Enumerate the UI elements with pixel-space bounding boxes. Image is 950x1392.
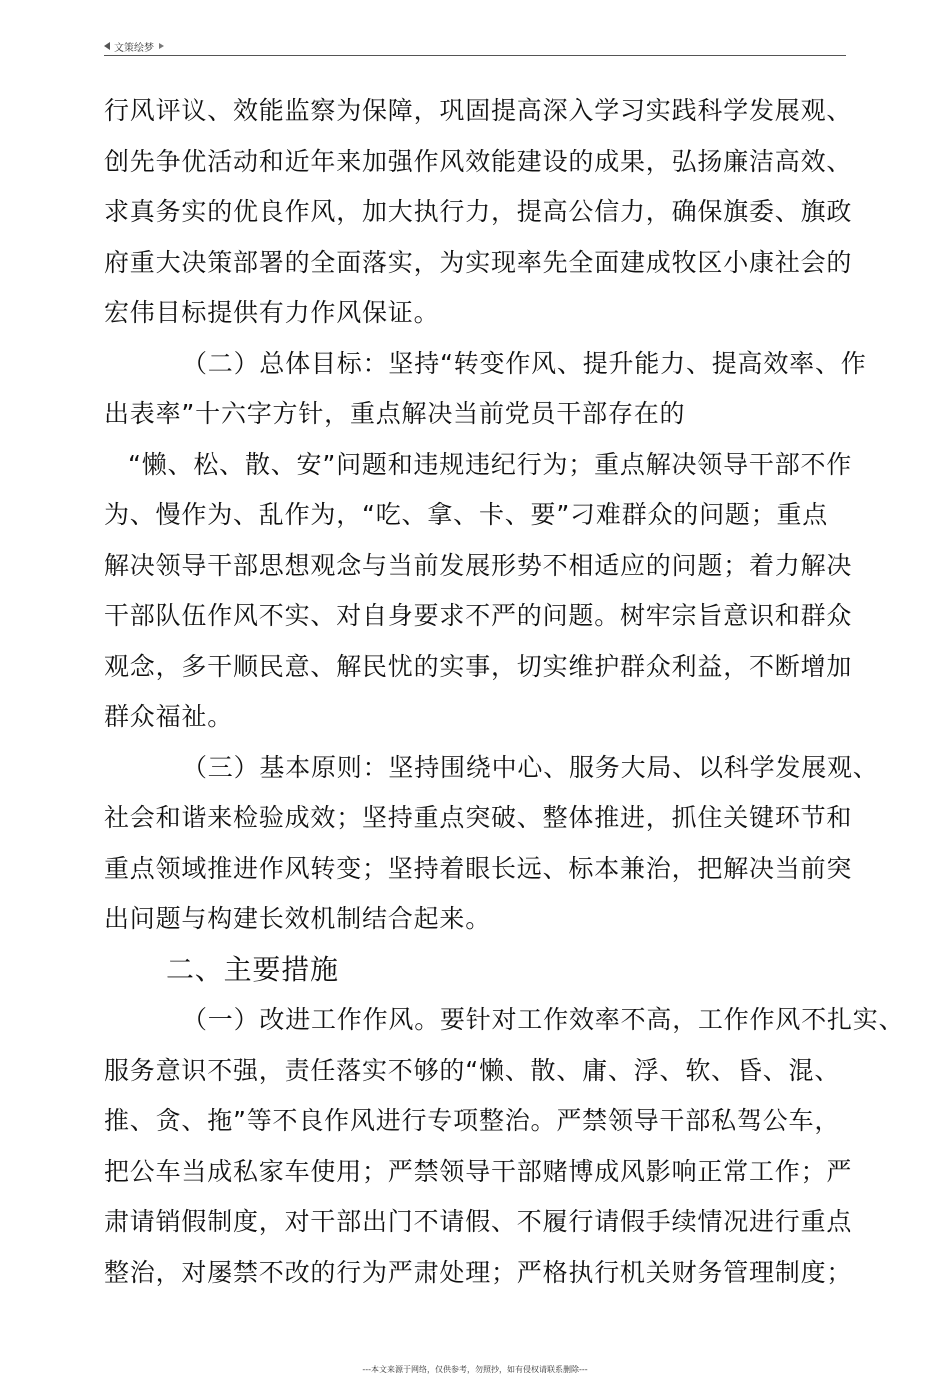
- body-line: 求真务实的优良作风，加大执行力，提高公信力，确保旗委、旗政: [104, 197, 853, 226]
- subsection-1-line: （一）改进工作作风。要针对工作效率不高，工作作风不扎实、: [182, 1005, 905, 1034]
- body-line: 整治，对屡禁不改的行为严肃处理；严格执行机关财务管理制度；: [104, 1257, 853, 1287]
- body-line: “懒、松、散、安”问题和违规违纪行为；重点解决领导干部不作: [128, 449, 853, 479]
- body-line: 宏伟目标提供有力作风保证。: [104, 298, 440, 327]
- body-line: 推、贪、拖”等不良作风进行专项整治。严禁领导干部私驾公车，: [104, 1106, 841, 1135]
- body-line: 创先争优活动和近年来加强作风效能建设的成果，弘扬廉洁高效、: [104, 146, 853, 176]
- body-line: 社会和谐来检验成效；坚持重点突破、整体推进，抓住关键环节和: [104, 803, 853, 832]
- body-line: 重点领域推进作风转变；坚持着眼长远、标本兼治，把解决当前突: [104, 853, 853, 883]
- section-heading: 二、主要措施: [166, 952, 339, 986]
- page-footer: ---本文来源于网络，仅供参考，勿照抄，如有侵权请联系删除---: [362, 1365, 588, 1374]
- header-text: 文策绘梦: [114, 42, 154, 54]
- document-body: [104, 86, 905, 1298]
- body-line: 服务意识不强，责任落实不够的“懒、散、庸、浮、软、昏、混、: [104, 1055, 841, 1085]
- body-line: 府重大决策部署的全面落实，为实现率先全面建成牧区小康社会的: [104, 247, 853, 277]
- page-header: [104, 38, 164, 54]
- body-line: 观念，多干顺民意、解民忧的实事，切实维护群众利益，不断增加: [104, 651, 853, 681]
- triangle-left-icon: [104, 42, 110, 50]
- body-line: 把公车当成私家车使用；严禁领导干部赌博成风影响正常工作；严: [104, 1156, 853, 1186]
- section-2-line: （二）总体目标：坚持“转变作风、提升能力、提高效率、作: [182, 348, 867, 378]
- body-line: 解决领导干部思想观念与当前发展形势不相适应的问题；着力解决: [104, 550, 853, 580]
- body-line: 干部队伍作风不实、对自身要求不严的问题。树牢宗旨意识和群众: [104, 601, 853, 630]
- body-line: 为、慢作为、乱作为，“吃、拿、卡、要”刁难群众的问题；重点: [104, 500, 829, 529]
- body-line: 出问题与构建长效机制结合起来。: [104, 904, 492, 933]
- body-line: 行风评议、效能监察为保障，巩固提高深入学习实践科学发展观、: [104, 96, 853, 125]
- header-divider: [104, 55, 846, 56]
- body-line: 出表率”十六字方针，重点解决当前党员干部存在的: [104, 399, 686, 428]
- section-3-line: （三）基本原则：坚持围绕中心、服务大局、以科学发展观、: [182, 752, 879, 782]
- body-line: 肃请销假制度，对干部出门不请假、不履行请假手续情况进行重点: [104, 1207, 853, 1236]
- triangle-right-icon: [159, 43, 164, 49]
- body-line: 群众福祉。: [104, 702, 234, 731]
